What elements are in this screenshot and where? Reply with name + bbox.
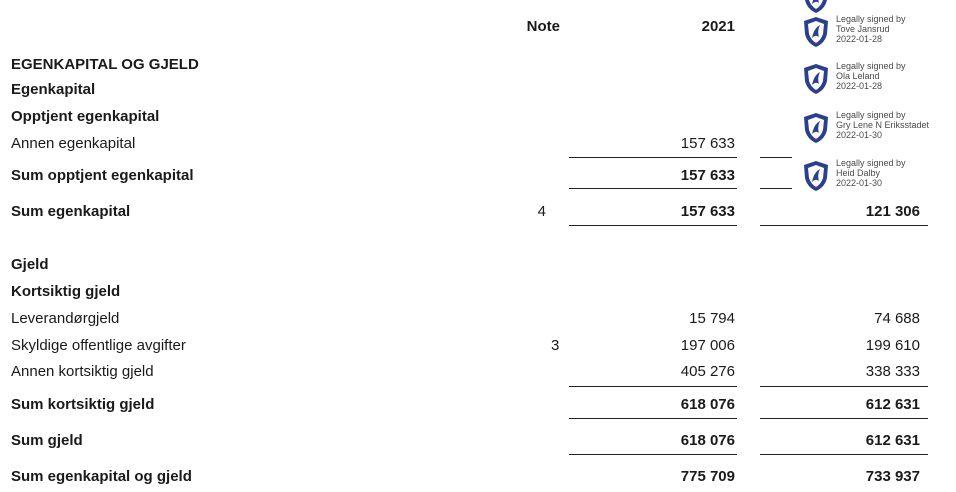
rule-2021 (569, 225, 737, 226)
sum-total-label: Sum egenkapital og gjeld (11, 468, 192, 485)
shield-seal-icon (802, 160, 830, 192)
signature-date: 2022-01-30 (836, 130, 883, 140)
rule-prev (760, 418, 928, 419)
rule-2021 (569, 454, 737, 455)
leverandorgjeld-prev: 74 688 (874, 310, 920, 327)
note-column-header: Note (526, 18, 560, 35)
sum-gjeld-label: Sum gjeld (11, 432, 83, 449)
signature-stamp (802, 61, 956, 101)
rule-2021 (569, 157, 737, 158)
signature-text (836, 158, 906, 188)
signature-text (836, 110, 929, 140)
signature-date: 2022-01-28 (836, 81, 883, 91)
skyldige-avgifter-prev: 199 610 (865, 337, 920, 354)
sum-total-2021: 775 709 (680, 468, 735, 485)
rule-prev-short (760, 157, 792, 158)
opptjent-egenkapital-heading: Opptjent egenkapital (11, 108, 160, 125)
signature-line1: Legally signed by (836, 158, 906, 168)
annen-kortsiktig-prev: 338 333 (865, 363, 920, 380)
sum-egenkapital-label: Sum egenkapital (11, 203, 131, 220)
shield-seal-icon (802, 112, 830, 144)
year-2021-column-header: 2021 (701, 18, 735, 35)
skyldige-avgifter-note: 3 (551, 337, 560, 354)
rule-prev (760, 386, 928, 387)
sum-total-prev: 733 937 (865, 468, 920, 485)
annen-kortsiktig-2021: 405 276 (680, 363, 735, 380)
signature-stamp (802, 158, 956, 198)
signature-line1: Legally signed by (836, 14, 906, 24)
annen-kortsiktig-label: Annen kortsiktig gjeld (11, 363, 154, 380)
shield-seal-icon (802, 16, 830, 48)
gjeld-heading: Gjeld (11, 256, 49, 273)
rule-prev (760, 454, 928, 455)
signature-name: Heid Dalby (836, 168, 881, 178)
leverandorgjeld-2021: 15 794 (689, 310, 735, 327)
rule-2021 (569, 188, 737, 189)
annen-egenkapital-2021: 157 633 (680, 135, 735, 152)
sum-kortsiktig-2021: 618 076 (680, 396, 735, 413)
shield-seal-icon (802, 0, 830, 14)
sum-gjeld-2021: 618 076 (680, 432, 735, 449)
sum-gjeld-prev: 612 631 (865, 432, 920, 449)
signature-line1: Legally signed by (836, 61, 906, 71)
skyldige-avgifter-label: Skyldige offentlige avgifter (11, 337, 186, 354)
signature-name: Tove Jansrud (836, 24, 890, 34)
shield-seal-icon (802, 63, 830, 95)
sum-egenkapital-note: 4 (537, 203, 546, 220)
rule-prev-short (760, 188, 792, 189)
sum-egenkapital-2021: 157 633 (680, 203, 735, 220)
signature-line1: Legally signed by (836, 110, 906, 120)
kortsiktig-gjeld-heading: Kortsiktig gjeld (11, 283, 121, 300)
signature-stamp (802, 14, 956, 54)
signature-name: Gry Lene N Eriksstadet (836, 120, 930, 130)
section-title: EGENKAPITAL OG GJELD (11, 56, 199, 73)
signature-name: Ola Leland (836, 71, 880, 81)
rule-2021 (569, 418, 737, 419)
sum-egenkapital-prev: 121 306 (865, 203, 920, 220)
signature-date: 2022-01-30 (836, 178, 883, 188)
egenkapital-heading: Egenkapital (11, 81, 96, 98)
signature-stamp (802, 110, 956, 150)
leverandorgjeld-label: Leverandørgjeld (11, 310, 120, 327)
sum-kortsiktig-label: Sum kortsiktig gjeld (11, 396, 155, 413)
signature-text (836, 61, 906, 91)
signature-date: 2022-01-28 (836, 34, 883, 44)
annen-egenkapital-label: Annen egenkapital (11, 135, 136, 152)
sum-opptjent-label: Sum opptjent egenkapital (11, 167, 194, 184)
sum-opptjent-2021: 157 633 (680, 167, 735, 184)
rule-2021 (569, 386, 737, 387)
sum-kortsiktig-prev: 612 631 (865, 396, 920, 413)
skyldige-avgifter-2021: 197 006 (680, 337, 735, 354)
signature-text (836, 14, 906, 44)
rule-prev (760, 225, 928, 226)
